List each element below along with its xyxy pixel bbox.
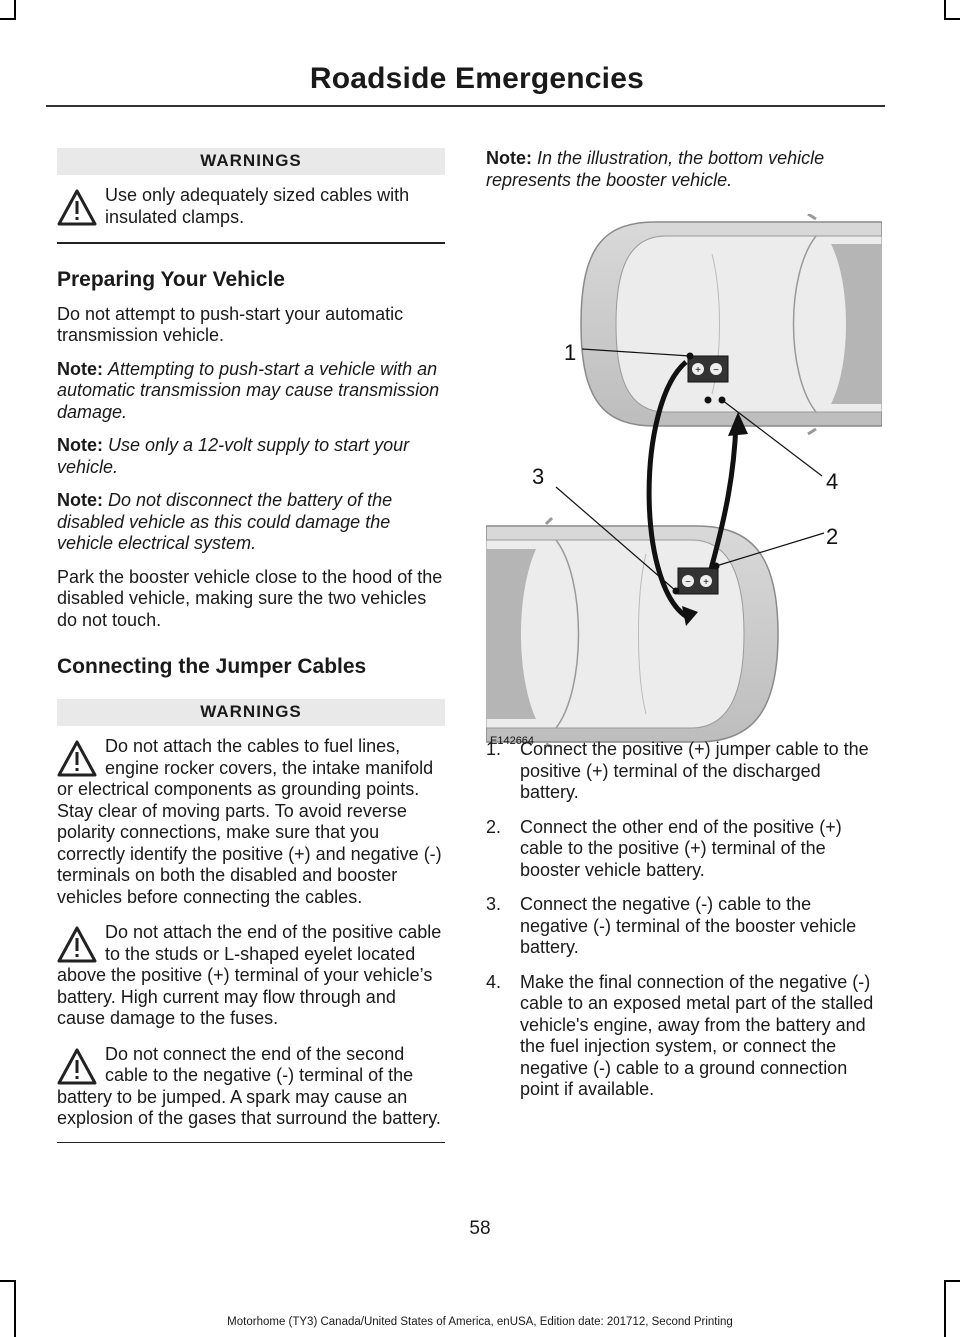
svg-text:+: +: [703, 577, 709, 588]
crop-mark: [14, 1280, 16, 1337]
list-item: [486, 739, 882, 804]
note-label: Note:: [57, 490, 103, 510]
paragraph: Do not attempt to push-start your automatic transmission vehicle.: [57, 303, 404, 345]
step-number: 1.: [486, 739, 502, 759]
step-text: Make the final connection of the negative (-) cable to an exposed metal part of the stalled vehicle's engine, away from the battery and the fuel injection system, or connect the negative (-) cable to a ground connection point if available.: [520, 971, 874, 1099]
left-column: [57, 148, 445, 1143]
note-text: Do not disconnect the battery of the disabled vehicle as this could damage the vehicle electrical system.: [57, 490, 393, 553]
callout-1: 1: [564, 340, 577, 365]
note-label: Note:: [57, 358, 103, 379]
crop-mark: [944, 18, 960, 20]
step-number: 4.: [486, 971, 502, 992]
warning-divider: [57, 1142, 445, 1144]
warnings-heading: WARNINGS: [57, 699, 445, 726]
right-column: [486, 148, 882, 203]
section-title-connecting: Connecting the Jumper Cables: [57, 655, 367, 678]
section-title-preparing: Preparing Your Vehicle: [57, 267, 285, 291]
step-number: 2.: [486, 816, 502, 837]
list-item: [486, 972, 882, 1101]
step-text: Connect the other end of the positive (+) cable to the positive (+) terminal of the booster vehicle battery.: [520, 816, 842, 880]
warning-text: Use only adequately sized cables with insulated clamps.: [105, 185, 410, 227]
steps-list: [486, 739, 882, 1101]
warning-divider: [57, 242, 445, 244]
page-title: Roadside Emergencies: [309, 62, 644, 95]
figure-code: E142664: [490, 735, 535, 747]
step-text: Connect the negative (-) cable to the negative (-) terminal of the booster vehicle battery.: [520, 894, 857, 957]
list-item: [486, 817, 882, 882]
step-number: 3.: [486, 894, 502, 914]
jump-start-illustration: [486, 214, 882, 747]
callout-2: 2: [826, 524, 839, 549]
warning-item: [57, 1044, 445, 1142]
crop-mark: [944, 1280, 946, 1337]
crop-mark: [0, 1280, 16, 1282]
svg-text:+: +: [695, 365, 701, 376]
step-text: Connect the positive (+) jumper cable to the positive (+) terminal of the discharged battery.: [520, 739, 869, 802]
crop-mark: [0, 18, 16, 20]
svg-text:−: −: [713, 365, 719, 376]
svg-text:−: −: [685, 577, 691, 588]
note: [57, 359, 445, 424]
warning-text: Do not attach the end of the positive cable to the studs or L-shaped eyelet located above the positive (+) terminal of your vehicle’s battery. High current may flow through and cause damage to the fuses.: [57, 922, 442, 1028]
note-label: Note:: [486, 148, 532, 168]
note-label: Note:: [57, 435, 103, 455]
disabled-vehicle: [581, 214, 882, 434]
warning-triangle-icon: [57, 926, 97, 964]
warning-triangle-icon: [57, 189, 97, 227]
booster-battery: [678, 568, 718, 594]
disabled-battery: [688, 356, 728, 382]
note-text: Attempting to push-start a vehicle with an automatic transmission may cause transmission damage.: [57, 358, 440, 422]
note-text: Use only a 12-volt supply to start your vehicle.: [57, 435, 410, 477]
crop-mark: [944, 0, 946, 20]
crop-mark: [944, 1280, 960, 1282]
callout-3: 3: [532, 464, 545, 489]
page-number: 58: [469, 1218, 491, 1239]
warning-text: Do not attach the cables to fuel lines, engine rocker covers, the intake manifold or electrical components as grounding points. Stay clear of moving parts. To avoid reverse polarity connections, make sure that you correctly identify the positive (+) and negative (-) terminals on both the disabled and booster vehicles before connecting the cables.: [57, 736, 442, 907]
crop-mark: [14, 0, 16, 20]
paragraph: Park the booster vehicle close to the hood of the disabled vehicle, making sure the two vehicles do not touch.: [57, 566, 443, 630]
list-item: [486, 894, 882, 959]
note: [486, 148, 882, 191]
note: [57, 435, 445, 478]
warning-item: [57, 736, 445, 908]
header-divider: [46, 105, 885, 107]
warning-triangle-icon: [57, 1048, 97, 1086]
footer-text: Motorhome (TY3) Canada/United States of America, enUSA, Edition date: 201712, Second Printing: [227, 1316, 733, 1328]
warning-item: [57, 185, 445, 242]
warnings-heading: WARNINGS: [57, 148, 445, 175]
note-text: In the illustration, the bottom vehicle represents the booster vehicle.: [486, 148, 825, 190]
warning-text: Do not connect the end of the second cable to the negative (-) terminal of the battery to be jumped. A spark may cause an explosion of the gases that surround the battery.: [57, 1043, 441, 1128]
note: [57, 490, 445, 555]
callout-4: 4: [826, 469, 839, 494]
warning-item: [57, 922, 445, 1030]
warning-triangle-icon: [57, 740, 97, 778]
steps-column: [486, 739, 882, 1114]
